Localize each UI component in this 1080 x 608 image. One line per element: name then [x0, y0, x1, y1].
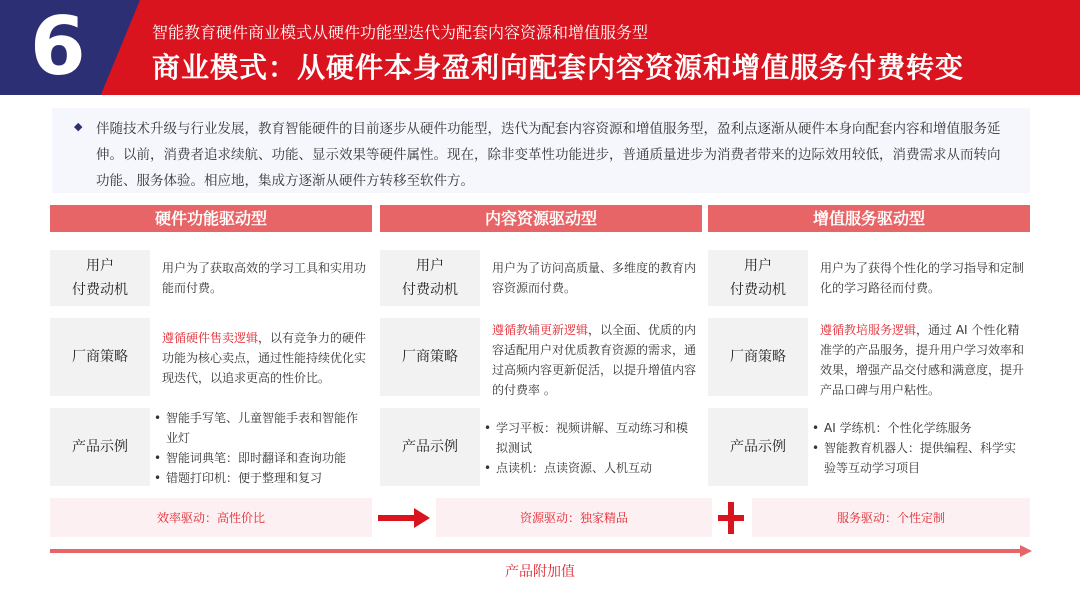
example-item: • AI 学练机：个性化学练服务 [812, 418, 1026, 438]
axis-label: 产品附加值 [505, 564, 575, 580]
motive-text: 用户为了获取高效的学习工具和实用功能而付费。 [162, 261, 367, 295]
label-payment-motive [50, 250, 150, 306]
label-strategy: 厂商策略 [708, 318, 808, 396]
example-item: • 智能教育机器人：提供编程、科学实验等互动学习项目 [812, 438, 1026, 478]
label-line: 付费动机 [72, 282, 128, 298]
label-strategy: 厂商策略 [50, 318, 150, 396]
label-examples: 产品示例 [50, 408, 150, 486]
arrow-right-icon [376, 505, 432, 531]
value-axis-arrow [48, 544, 1034, 558]
motive-text: 用户为了获得个性化的学习指导和定制化的学习路径而付费。 [820, 261, 1025, 295]
example-item: • 学习平板：视频讲解、互动练习和模拟测试 [484, 418, 698, 458]
examples-list [484, 418, 698, 478]
label-payment-motive [708, 250, 808, 306]
example-item: • 错题打印机：便于整理和复习 [154, 468, 368, 488]
section-number: 6 [30, 0, 86, 93]
strategy-highlight: 遵循教辅更新逻辑 [492, 323, 589, 337]
diamond-bullet-icon: ◆ [74, 120, 83, 133]
strategy-text [162, 328, 368, 388]
strategy-text [492, 320, 698, 400]
strategy-body: ，以全面、优质的内容适配用户对优质教育资源的需求，通过高频内容更新促活，以提升增值内容的付费率 。 [492, 323, 697, 397]
driver-box: 资源驱动：独家精品 [436, 498, 712, 537]
examples-list [154, 408, 368, 488]
motive-text: 用户为了访问高质量、多维度的教育内容资源而付费。 [492, 261, 697, 295]
strategy-body: ，以有竞争力的硬件功能为核心卖点，通过性能持续优化实现迭代，以追求更高的性价比。 [162, 331, 367, 385]
label-strategy: 厂商策略 [380, 318, 480, 396]
label-line: 付费动机 [730, 282, 786, 298]
strategy-text [820, 320, 1026, 400]
page-title: 商业模式：从硬件本身盈利向配套内容资源和增值服务付费转变 [152, 51, 965, 84]
label-line: 用户 [744, 258, 772, 274]
label-line: 用户 [86, 258, 114, 274]
page-subtitle: 智能教育硬件商业模式从硬件功能型迭代为配套内容资源和增值服务型 [152, 23, 649, 42]
strategy-body: ，通过 AI 个性化精准学的产品服务，提升用户学习效率和效果，增强产品交付感和满意度，提升产品口碑与用户粘性。 [820, 323, 1025, 397]
driver-box: 服务驱动：个性定制 [752, 498, 1030, 537]
label-line: 付费动机 [402, 282, 458, 298]
label-examples: 产品示例 [708, 408, 808, 486]
intro-text: 伴随技术升级与行业发展，教育智能硬件的目前逐步从硬件功能型，迭代为配套内容资源和增值服务型，盈利点逐渐从硬件本身向配套内容和增值服务延伸。以前，消费者追求续航、功能、显示效果等硬件属性。现在，除非变革性功能进步，普通质量进步为消费者带来的边际效用较低，消费需求从而转向功能、服务体验。相应地，集成方逐渐从硬件方转移至软件方。 [52, 108, 1030, 193]
label-payment-motive [380, 250, 480, 306]
column-header-0: 硬件功能驱动型 [50, 205, 372, 232]
examples-list [812, 418, 1026, 478]
plus-icon [716, 500, 746, 536]
label-examples: 产品示例 [380, 408, 480, 486]
strategy-highlight: 遵循教培服务逻辑 [820, 323, 917, 337]
example-item: • 智能词典笔：即时翻译和查询功能 [154, 448, 368, 468]
example-item: • 点读机：点读资源、人机互动 [484, 458, 698, 478]
driver-box: 效率驱动：高性价比 [50, 498, 372, 537]
label-line: 用户 [416, 258, 444, 274]
column-header-2: 增值服务驱动型 [708, 205, 1030, 232]
strategy-highlight: 遵循硬件售卖逻辑 [162, 331, 259, 345]
example-item: • 智能手写笔、儿童智能手表和智能作业灯 [154, 408, 368, 448]
column-header-1: 内容资源驱动型 [380, 205, 702, 232]
